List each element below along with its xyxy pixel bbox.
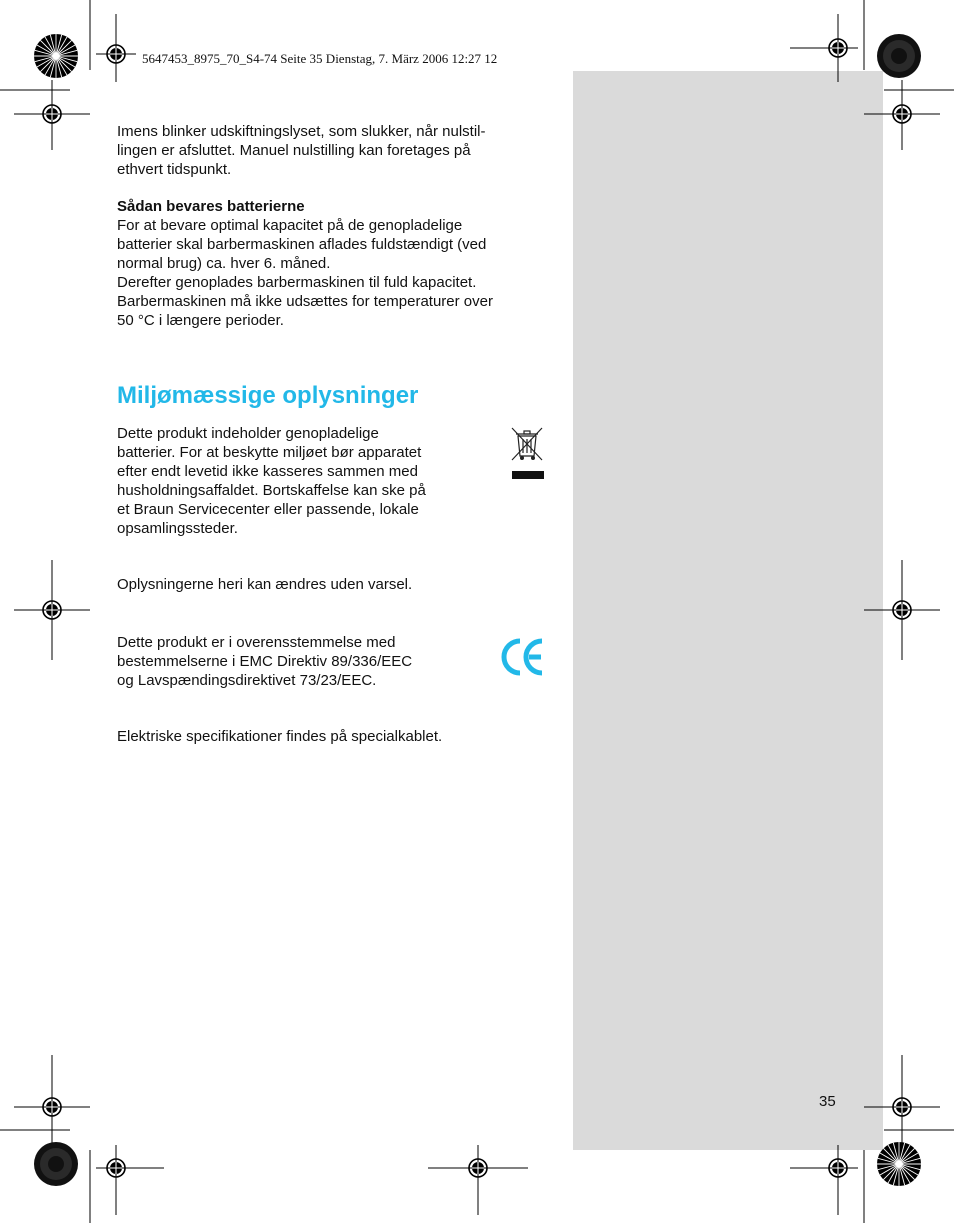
text-line: Dette produkt indeholder genopladelige [117,425,379,442]
print-slug-line: 5647453_8975_70_S4-74 Seite 35 Dienstag, 7. März 2006 12:27 12 [142,51,498,66]
battery-section [117,197,549,330]
intro-paragraph [117,122,549,179]
conformity-paragraph [117,633,477,690]
environment-paragraph [117,424,477,538]
registration-mark-icon [826,36,850,60]
text-line: normal brug) ca. hver 6. måned. [117,255,331,272]
text-line: husholdningsaffaldet. Bortskaffelse kan ske på [117,482,426,499]
crossed-out-wheelie-bin-icon [509,427,545,481]
text-line: Derefter genoplades barbermaskinen til fuld kapacitet. [117,274,477,291]
registration-mark-icon [40,598,64,622]
text-line: Elektriske specifikationer findes på specialkablet. [117,728,443,745]
text-line: opsamlingssteder. [117,520,238,537]
registration-mark-icon [104,1156,128,1180]
text-line: ethvert tidspunkt. [117,161,232,178]
text-line: For at bevare optimal kapacitet på de genopladelige [117,217,463,234]
text-line: et Braun Servicecenter eller passende, lokale [117,501,419,518]
registration-mark-icon [826,1156,850,1180]
text-line: lingen er afsluttet. Manuel nulstilling kan foretages på [117,142,471,159]
page-number: 35 [819,1093,836,1110]
environment-heading: Miljømæssige oplysninger [117,382,419,409]
registration-mark-icon [890,102,914,126]
specs-paragraph [117,727,549,746]
text-line: Barbermaskinen må ikke udsættes for temperaturer over [117,293,493,310]
text-line: bestemmelserne i EMC Direktiv 89/336/EEC [117,653,413,670]
star-target-icon [34,1142,78,1186]
registration-mark-icon [466,1156,490,1180]
text-line: efter endt levetid ikke kasseres sammen med [117,463,418,480]
text-line: Oplysningerne heri kan ændres uden varsel. [117,576,413,593]
registration-mark-icon [40,102,64,126]
ce-mark-icon [499,636,547,678]
text-line: Imens blinker udskiftningslyset, som slukker, når nulstil- [117,123,486,140]
registration-mark-icon [104,42,128,66]
notice-paragraph [117,575,549,594]
battery-section-heading: Sådan bevares batterierne [117,198,305,215]
text-line: batterier. For at beskytte miljøet bør apparatet [117,444,422,461]
star-target-icon [34,34,78,78]
text-line: 50 °C i længere perioder. [117,312,284,329]
star-target-icon [877,1142,921,1186]
text-line: batterier skal barbermaskinen aflades fuldstændigt (ved [117,236,487,253]
star-target-icon [877,34,921,78]
text-line: Dette produkt er i overensstemmelse med [117,634,396,651]
registration-mark-icon [890,598,914,622]
registration-mark-icon [890,1095,914,1119]
registration-mark-icon [40,1095,64,1119]
text-line: og Lavspændingsdirektivet 73/23/EEC. [117,672,377,689]
